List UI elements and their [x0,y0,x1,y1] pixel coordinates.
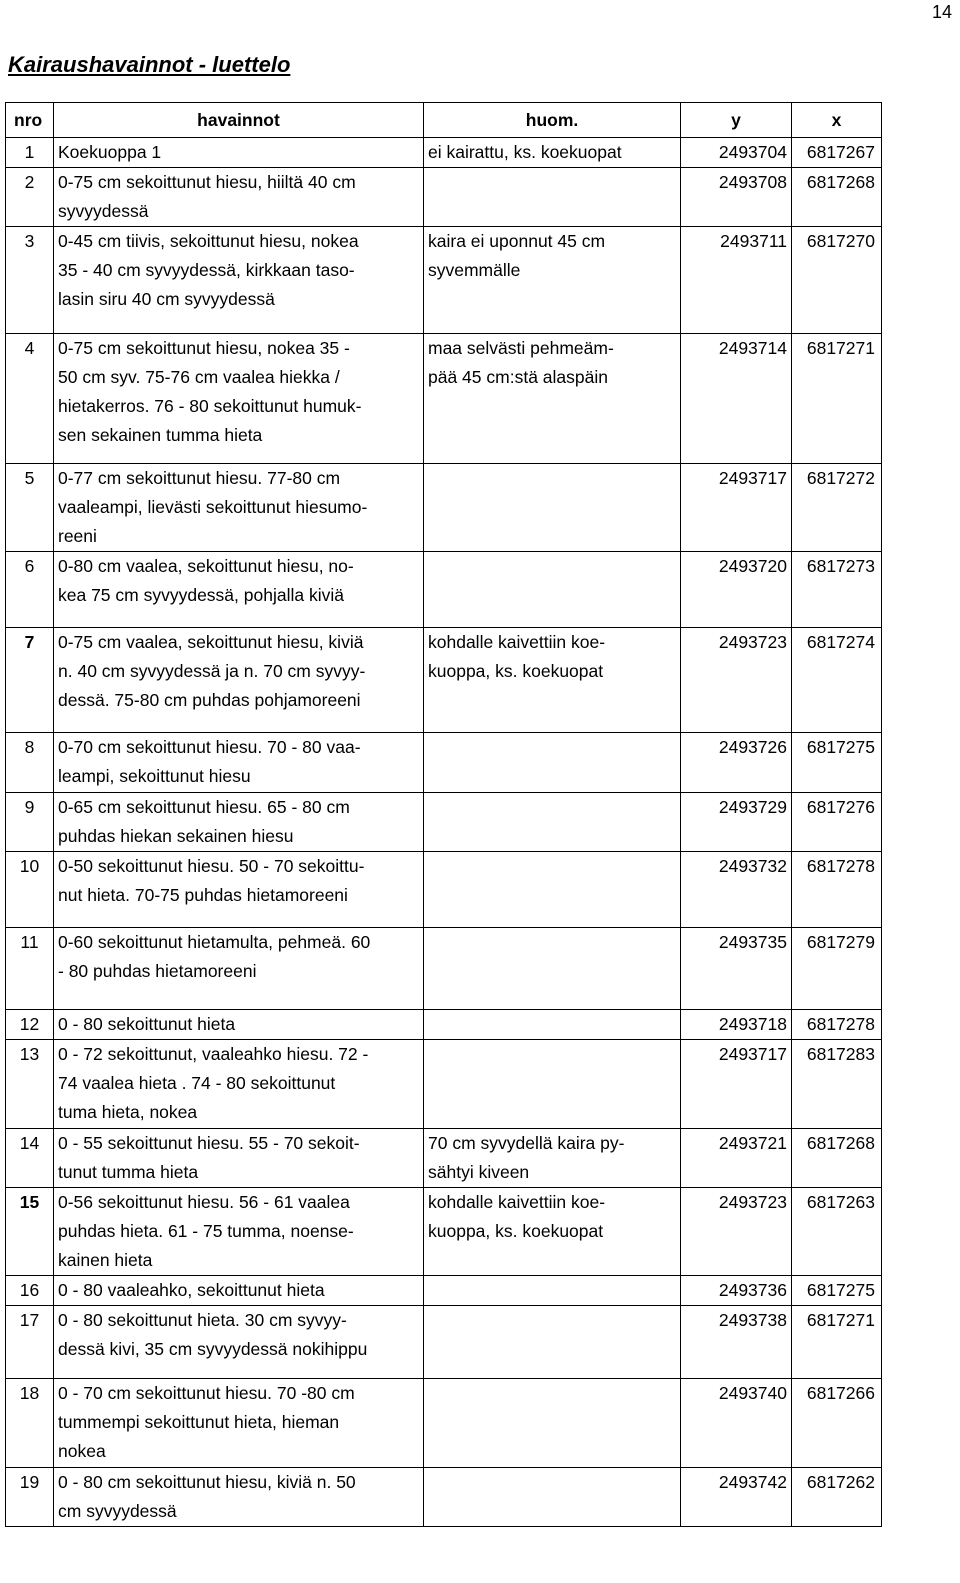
cell-x: 6817278 [792,1010,882,1040]
cell-nro: 8 [6,733,54,793]
cell-huom [424,928,681,1010]
cell-y: 2493717 [681,1040,792,1129]
table-row [6,552,882,628]
cell-huom [424,852,681,928]
table-row [6,1129,882,1188]
table-row [6,1379,882,1468]
cell-huom [424,1040,681,1129]
cell-y: 2493723 [681,628,792,733]
cell-havainnot: 0-56 sekoittunut hiesu. 56 - 61 vaalea puhdas hieta. 61 - 75 tumma, noense- kainen hieta [54,1188,424,1276]
observations-table [5,102,882,1527]
cell-x: 6817271 [792,1306,882,1379]
table-row [6,227,882,334]
cell-nro: 16 [6,1276,54,1306]
cell-nro: 12 [6,1010,54,1040]
cell-huom: kaira ei uponnut 45 cm syvemmälle [424,227,681,334]
cell-y: 2493740 [681,1379,792,1468]
cell-y: 2493732 [681,852,792,928]
cell-y: 2493717 [681,464,792,552]
cell-x: 6817266 [792,1379,882,1468]
table-row [6,628,882,733]
cell-huom [424,733,681,793]
cell-havainnot: 0-60 sekoittunut hietamulta, pehmeä. 60 - 80 puhdas hietamoreeni [54,928,424,1010]
table-row [6,793,882,852]
cell-havainnot: 0-75 cm sekoittunut hiesu, nokea 35 - 50 cm syv. 75-76 cm vaalea hiekka / hietakerros. 76 - 80 sekoittunut humuk- sen sekainen tumma hieta [54,334,424,464]
table-row [6,1306,882,1379]
cell-nro: 3 [6,227,54,334]
cell-x: 6817275 [792,733,882,793]
cell-x: 6817272 [792,464,882,552]
table-row [6,928,882,1010]
cell-havainnot: Koekuoppa 1 [54,138,424,168]
header-y: y [681,103,792,138]
table-row [6,733,882,793]
cell-havainnot: 0-70 cm sekoittunut hiesu. 70 - 80 vaa- leampi, sekoittunut hiesu [54,733,424,793]
cell-nro: 2 [6,168,54,227]
cell-havainnot: 0 - 80 sekoittunut hieta [54,1010,424,1040]
cell-x: 6817276 [792,793,882,852]
table-row [6,1468,882,1527]
cell-x: 6817270 [792,227,882,334]
cell-huom [424,1276,681,1306]
table-row [6,464,882,552]
cell-x: 6817263 [792,1188,882,1276]
cell-x: 6817268 [792,1129,882,1188]
table-row [6,1188,882,1276]
cell-havainnot: 0-65 cm sekoittunut hiesu. 65 - 80 cm puhdas hiekan sekainen hiesu [54,793,424,852]
cell-nro: 6 [6,552,54,628]
cell-x: 6817267 [792,138,882,168]
page-number: 14 [931,2,952,22]
cell-nro: 9 [6,793,54,852]
cell-x: 6817283 [792,1040,882,1129]
cell-huom [424,1306,681,1379]
cell-x: 6817278 [792,852,882,928]
cell-havainnot: 0-75 cm sekoittunut hiesu, hiiltä 40 cm syvyydessä [54,168,424,227]
cell-huom [424,464,681,552]
cell-huom [424,1379,681,1468]
cell-havainnot: 0-50 sekoittunut hiesu. 50 - 70 sekoittu- nut hieta. 70-75 puhdas hietamoreeni [54,852,424,928]
cell-huom [424,793,681,852]
cell-y: 2493718 [681,1010,792,1040]
cell-nro: 10 [6,852,54,928]
cell-y: 2493738 [681,1306,792,1379]
table-row [6,168,882,227]
table-row [6,852,882,928]
cell-havainnot: 0-45 cm tiivis, sekoittunut hiesu, nokea 35 - 40 cm syvyydessä, kirkkaan taso- lasin siru 40 cm syvyydessä [54,227,424,334]
table-row [6,334,882,464]
cell-nro: 19 [6,1468,54,1527]
cell-havainnot: 0-75 cm vaalea, sekoittunut hiesu, kiviä n. 40 cm syvyydessä ja n. 70 cm syvyy- dessä. 75-80 cm puhdas pohjamoreeni [54,628,424,733]
table-body [6,138,882,1527]
cell-huom: ei kairattu, ks. koekuopat [424,138,681,168]
cell-nro: 14 [6,1129,54,1188]
cell-y: 2493708 [681,168,792,227]
cell-nro: 5 [6,464,54,552]
cell-havainnot: 0 - 80 sekoittunut hieta. 30 cm syvyy- dessä kivi, 35 cm syvyydessä nokihippu [54,1306,424,1379]
cell-y: 2493735 [681,928,792,1010]
cell-y: 2493729 [681,793,792,852]
cell-nro: 17 [6,1306,54,1379]
cell-havainnot: 0 - 80 vaaleahko, sekoittunut hieta [54,1276,424,1306]
cell-havainnot: 0-77 cm sekoittunut hiesu. 77-80 cm vaaleampi, lievästi sekoittunut hiesumo- reeni [54,464,424,552]
cell-nro: 18 [6,1379,54,1468]
cell-x: 6817262 [792,1468,882,1527]
cell-y: 2493726 [681,733,792,793]
document-title: Kairaushavainnot - luettelo [8,52,291,77]
cell-y: 2493704 [681,138,792,168]
cell-nro: 11 [6,928,54,1010]
table-row [6,138,882,168]
table-header-row [6,103,882,138]
cell-huom [424,1468,681,1527]
cell-havainnot: 0 - 70 cm sekoittunut hiesu. 70 -80 cm tummempi sekoittunut hieta, hieman nokea [54,1379,424,1468]
cell-havainnot: 0-80 cm vaalea, sekoittunut hiesu, no- kea 75 cm syvyydessä, pohjalla kiviä [54,552,424,628]
cell-huom [424,168,681,227]
cell-havainnot: 0 - 55 sekoittunut hiesu. 55 - 70 sekoit- tunut tumma hieta [54,1129,424,1188]
cell-x: 6817274 [792,628,882,733]
table-row [6,1010,882,1040]
header-huom: huom. [424,103,681,138]
table-row [6,1040,882,1129]
cell-y: 2493720 [681,552,792,628]
cell-x: 6817271 [792,334,882,464]
header-x: x [792,103,882,138]
cell-nro: 15 [6,1188,54,1276]
cell-x: 6817275 [792,1276,882,1306]
cell-x: 6817273 [792,552,882,628]
cell-huom [424,552,681,628]
cell-huom: 70 cm syvydellä kaira py- sähtyi kiveen [424,1129,681,1188]
header-havainnot: havainnot [54,103,424,138]
cell-huom: maa selvästi pehmeäm- pää 45 cm:stä alaspäin [424,334,681,464]
cell-x: 6817268 [792,168,882,227]
cell-y: 2493736 [681,1276,792,1306]
cell-huom: kohdalle kaivettiin koe- kuoppa, ks. koekuopat [424,1188,681,1276]
cell-y: 2493742 [681,1468,792,1527]
cell-x: 6817279 [792,928,882,1010]
cell-y: 2493721 [681,1129,792,1188]
cell-nro: 7 [6,628,54,733]
cell-huom: kohdalle kaivettiin koe- kuoppa, ks. koekuopat [424,628,681,733]
cell-nro: 13 [6,1040,54,1129]
cell-y: 2493714 [681,334,792,464]
cell-y: 2493723 [681,1188,792,1276]
cell-havainnot: 0 - 72 sekoittunut, vaaleahko hiesu. 72 - 74 vaalea hieta . 74 - 80 sekoittunut tuma hieta, nokea [54,1040,424,1129]
cell-huom [424,1010,681,1040]
cell-y: 2493711 [681,227,792,334]
cell-havainnot: 0 - 80 cm sekoittunut hiesu, kiviä n. 50 cm syvyydessä [54,1468,424,1527]
cell-nro: 4 [6,334,54,464]
cell-nro: 1 [6,138,54,168]
header-nro: nro [6,103,54,138]
table-row [6,1276,882,1306]
